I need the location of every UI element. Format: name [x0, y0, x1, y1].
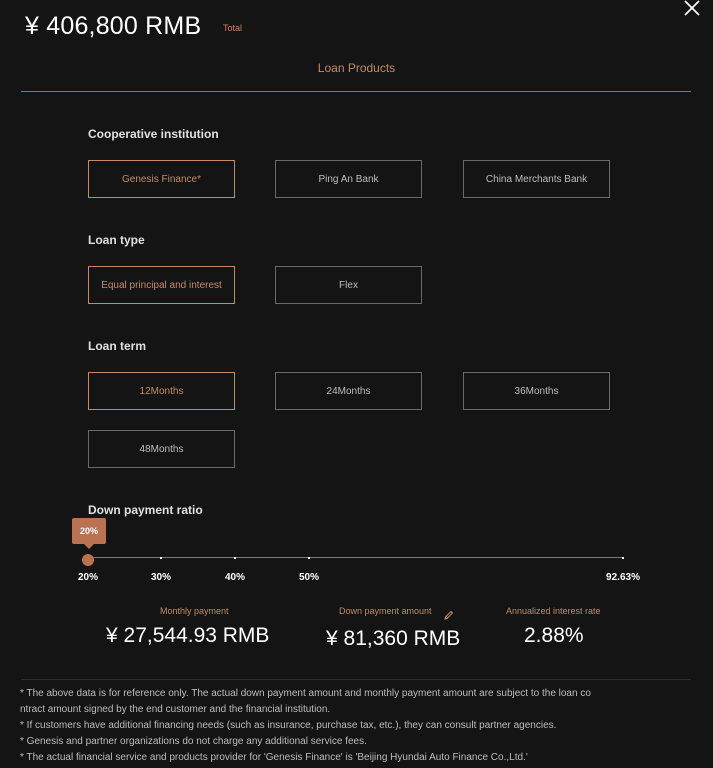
divider: [21, 91, 691, 92]
loan-term-option-48[interactable]: 48Months: [88, 430, 235, 468]
tab-loan-products[interactable]: Loan Products: [317, 61, 396, 75]
loan-type-label: Loan type: [88, 233, 145, 247]
loan-type-option-flex[interactable]: Flex: [275, 266, 422, 304]
note-line: * The actual financial service and products provider for 'Genesis Finance' is 'Beijing Hyundai Auto Finance Co.,Ltd.': [20, 752, 528, 763]
institution-label: Cooperative institution: [88, 127, 219, 141]
slider-tick-label: 30%: [150, 572, 172, 583]
down-payment-amount-label: Down payment amount: [339, 606, 432, 616]
note-line: ntract amount signed by the end customer and the financial institution.: [20, 704, 331, 715]
slider-tick: [160, 557, 162, 559]
down-payment-slider[interactable]: [88, 557, 624, 558]
loan-term-label: Loan term: [88, 339, 147, 353]
down-payment-amount-value: ¥ 81,360 RMB: [326, 627, 461, 650]
loan-term-option-36[interactable]: 36Months: [463, 372, 610, 410]
loan-term-option-24[interactable]: 24Months: [275, 372, 422, 410]
disclaimer-notes: [20, 686, 692, 766]
monthly-payment-label: Monthly payment: [160, 606, 229, 616]
institution-option-genesis[interactable]: Genesis Finance*: [88, 160, 235, 198]
slider-tick: [234, 557, 236, 559]
total-price: ¥ 406,800 RMB: [25, 12, 202, 40]
slider-tick-label: 20%: [77, 572, 99, 583]
institution-option-cmb[interactable]: China Merchants Bank: [463, 160, 610, 198]
edit-icon[interactable]: [444, 607, 454, 617]
slider-tick: [308, 557, 310, 559]
note-line: * If customers have additional financing needs (such as insurance, purchase tax, etc.), they can consult partner agencies.: [20, 720, 557, 731]
close-icon[interactable]: [682, 0, 702, 18]
loan-term-option-12[interactable]: 12Months: [88, 372, 235, 410]
down-payment-label: Down payment ratio: [88, 503, 203, 517]
interest-rate-label: Annualized interest rate: [506, 606, 601, 616]
monthly-payment-value: ¥ 27,544.93 RMB: [106, 624, 270, 647]
note-line: * The above data is for reference only. The actual down payment amount and monthly payment amount are subject to the loan co: [20, 688, 591, 699]
slider-tick-label: 92.63%: [606, 572, 640, 583]
slider-tick-label: 40%: [224, 572, 246, 583]
note-line: * Genesis and partner organizations do not charge any additional service fees.: [20, 736, 367, 747]
slider-value-bubble: 20%: [72, 518, 106, 544]
divider: [21, 679, 691, 680]
total-price-label: Total: [223, 23, 243, 33]
loan-type-option-equal[interactable]: Equal principal and interest: [88, 266, 235, 304]
slider-tick-label: 50%: [298, 572, 320, 583]
institution-option-pingan[interactable]: Ping An Bank: [275, 160, 422, 198]
slider-tick: [622, 557, 624, 559]
slider-thumb[interactable]: [82, 554, 94, 566]
interest-rate-value: 2.88%: [524, 624, 584, 647]
